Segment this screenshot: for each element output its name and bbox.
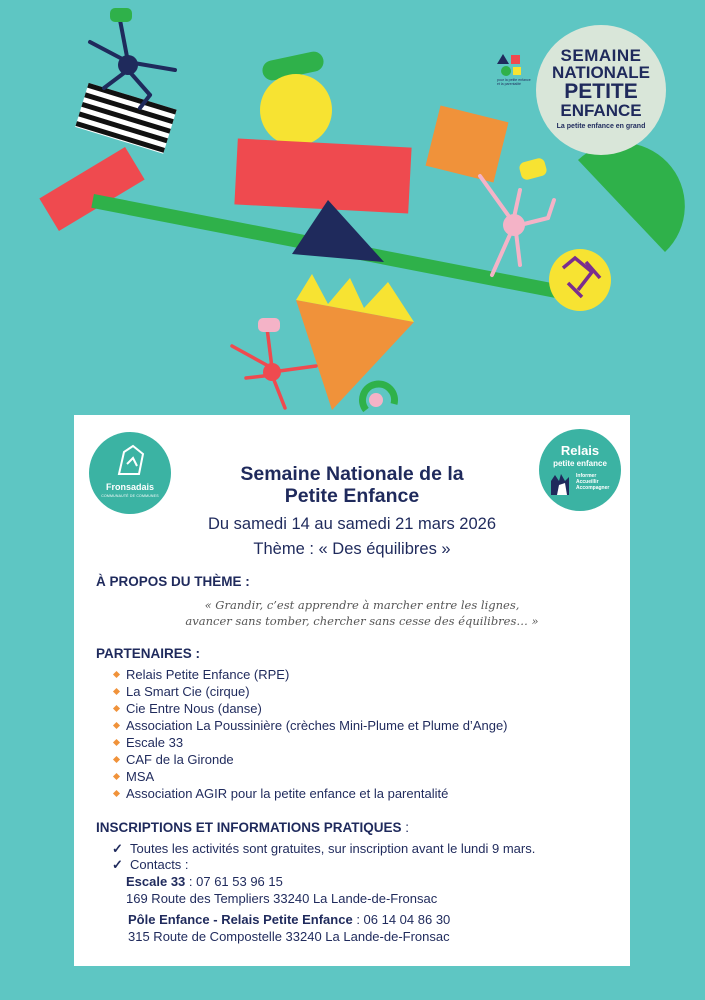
title-line-2: Petite Enfance [284,485,420,507]
relais-value-accompagner: Accompagner [576,485,610,491]
acrobat-body-right [503,214,525,236]
diamond-bullet-icon [113,756,120,763]
free-activities-text: Toutes les activités sont gratuites, sur inscription avant le lundi 9 mars. [130,841,536,856]
list-item [112,768,508,785]
diamond-bullet-icon [113,739,120,746]
red-block-shape [39,147,144,231]
logo-line-nationale: NATIONALE [552,63,650,82]
yellow-maze-circle-shape [549,249,611,311]
free-activities-line [112,841,535,857]
about-heading: À PROPOS DU THÈME : [96,574,250,589]
partner-name: CAF de la Gironde [126,752,234,767]
pole-contact [128,912,450,927]
partner-name: Cie Entre Nous (danse) [126,701,262,716]
contacts-label: Contacts : [130,857,189,872]
orange-square-shape [426,105,509,182]
info-card [74,415,630,966]
list-item [112,751,508,768]
partners-heading: PARTENAIRES : [96,646,201,661]
list-item [112,734,508,751]
agir-shapes-icon [497,52,527,78]
pole-address: 315 Route de Compostelle 33240 La Lande-de-Fronsac [128,929,450,944]
list-item [112,683,508,700]
page-title [174,463,530,507]
list-item [112,717,508,734]
quote-line-1: « Grandir, c’est apprendre à marcher entre les lignes, [204,598,520,612]
title-line-1: Semaine Nationale de la [240,463,464,485]
escale-phone: : 07 61 53 96 15 [185,874,283,889]
escale-address: 169 Route des Templiers 33240 La Lande-de-Fronsac [126,891,438,906]
pole-name: Pôle Enfance - Relais Petite Enfance [128,912,353,927]
striped-block-shape [75,83,176,154]
event-dates: Du samedi 14 au samedi 21 mars 2026 [208,515,496,533]
logo-line-enfance: ENFANCE [560,101,642,120]
fronsadais-emblem-icon [89,432,171,482]
agir-logo-text: pour la petite enfance et la parentalité [497,78,531,86]
green-half-circle-shape [578,143,685,252]
diamond-bullet-icon [113,773,120,780]
event-theme: Thème : « Des équilibres » [253,540,451,558]
diamond-bullet-icon [113,722,120,729]
checkmark-icon: ✓ [112,841,123,856]
acrobat-head-top [110,8,132,22]
escale-contact [126,874,283,889]
pole-phone: : 06 14 04 86 30 [352,912,451,927]
logo-line-semaine: SEMAINE [560,46,642,65]
relais-values [576,473,621,491]
info-heading-text: INSCRIPTIONS ET INFORMATIONS PRATIQUES [96,820,402,835]
logo-line-petite: PETITE [564,80,638,103]
contacts-line [112,857,189,873]
relais-logo [539,429,621,511]
partner-name: Relais Petite Enfance (RPE) [126,667,290,682]
semaine-nationale-logo [536,25,666,155]
agir-logo [497,52,531,90]
pink-dot-shape [369,393,383,407]
fronsadais-tag: COMMUNAUTÉ DE COMMUNES [101,494,159,498]
diamond-bullet-icon [113,688,120,695]
acrobat-body-top [118,55,138,75]
fronsadais-name: Fronsadais [105,482,154,492]
list-item [112,666,508,683]
acrobat-head-bottom [258,318,280,332]
escale-name: Escale 33 [126,874,186,889]
relais-value-accueillir: Accueillir [576,479,599,485]
list-item [112,785,508,802]
red-bar-shape [234,138,411,213]
diamond-bullet-icon [113,790,120,797]
relais-subtitle: petite enfance [553,459,607,468]
partner-name: MSA [126,769,155,784]
hands-icon [547,471,577,497]
diamond-bullet-icon [113,671,120,678]
fronsadais-logo [89,432,171,514]
yellow-circle-shape [260,74,332,146]
info-heading [96,820,409,835]
partner-name: Association AGIR pour la petite enfance et la parentalité [126,786,449,801]
relais-value-informer: Informer [576,473,597,479]
acrobat-body-bottom [263,363,281,381]
info-heading-colon: : [401,820,410,835]
relais-title: Relais [560,443,600,458]
partners-list [112,666,508,802]
list-item [112,700,508,717]
quote-line-2: avancer sans tomber, chercher sans cesse des équilibres… » [185,614,539,628]
partner-name: Escale 33 [126,735,184,750]
partner-name: Association La Poussinière (crèches Mini-Plume et Plume d’Ange) [126,718,508,733]
diamond-bullet-icon [113,705,120,712]
about-quote [114,597,610,629]
logo-tagline: La petite enfance en grand [556,123,646,130]
acrobat-head-right [518,157,548,181]
checkmark-icon: ✓ [112,857,123,872]
partner-name: La Smart Cie (cirque) [126,684,250,699]
